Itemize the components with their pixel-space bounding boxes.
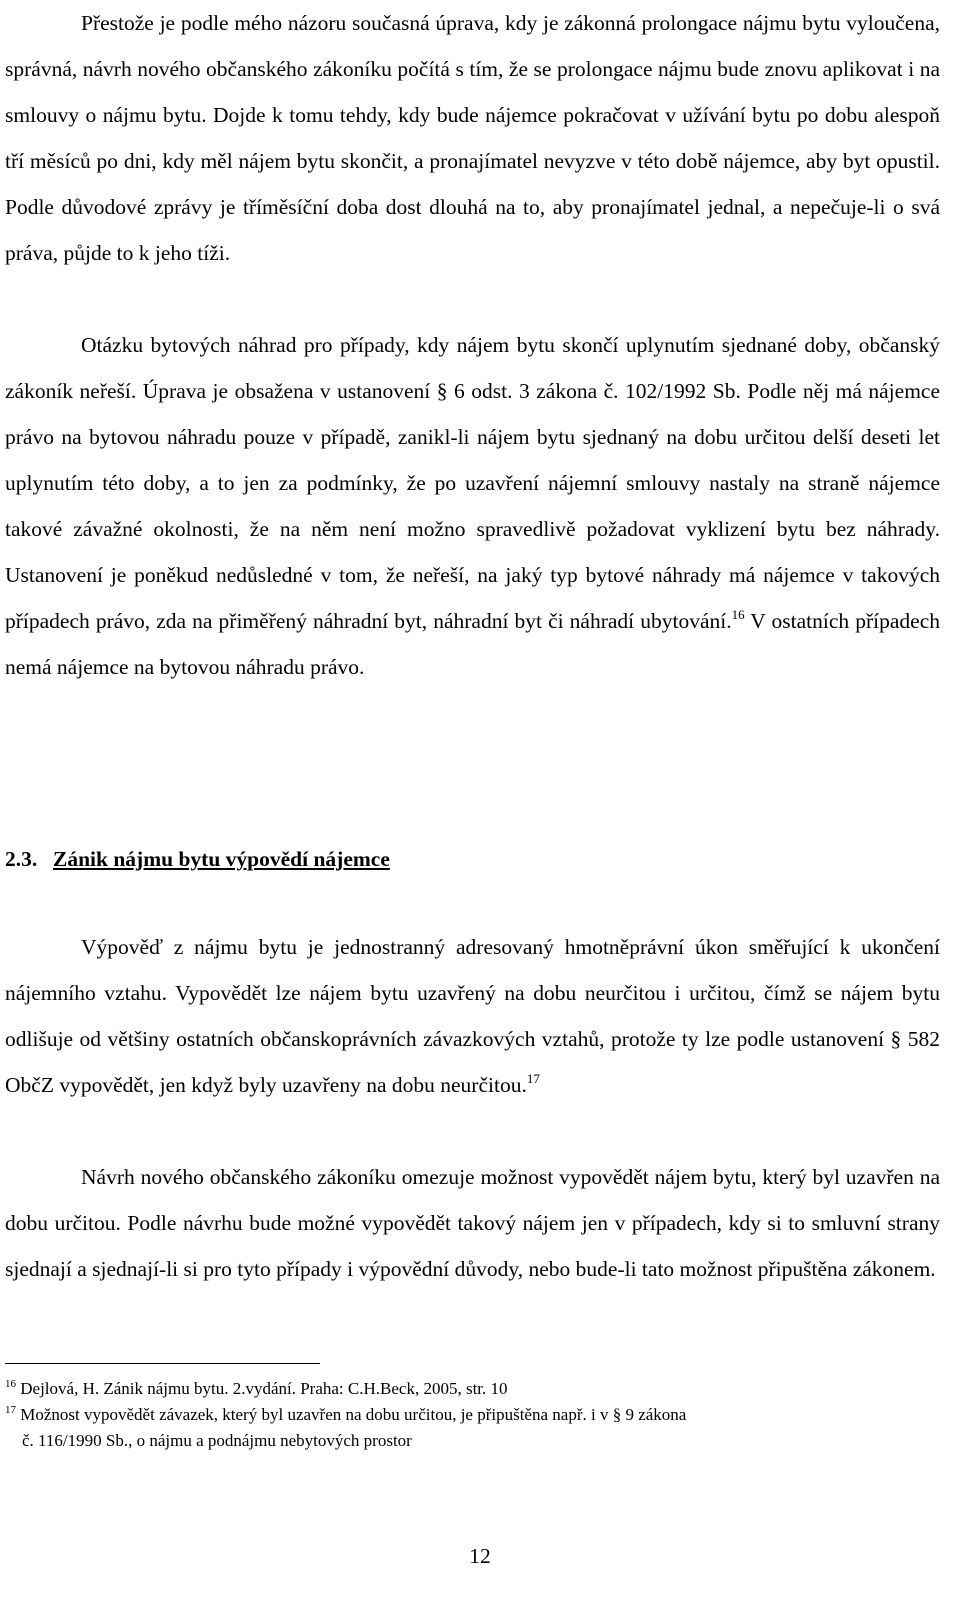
footnote-text: Možnost vypovědět závazek, který byl uzavřen na dobu určitou, je připuštěna např. i v § 9 zákona	[20, 1405, 687, 1424]
footnote-ref-16[interactable]: 16	[731, 607, 745, 622]
paragraph-notice-definition	[5, 924, 940, 1108]
footnote-mark: 16	[5, 1378, 16, 1390]
paragraph-new-civil-code	[5, 1154, 940, 1292]
footnote-text: Dejlová, H. Zánik nájmu bytu. 2.vydání. Praha: C.H.Beck, 2005, str. 10	[20, 1379, 508, 1398]
paragraph-notice-definition-text: Výpověď z nájmu bytu je jednostranný adresovaný hmotněprávní úkon směřující k ukončení nájemního vztahu. Vypovědět lze nájem bytu uzavřený na dobu neurčitou i určitou, čímž se nájem bytu odlišuje od většiny ostatních občanskoprávních závazkových vztahů, protože ty lze podle ustanovení § 582 ObčZ vypovědět, jen když byly uzavřeny na dobu neurčitou.	[5, 935, 940, 1097]
footnote-ref-17[interactable]: 17	[526, 1071, 540, 1086]
paragraph-prolongation-text: Přestože je podle mého názoru současná úprava, kdy je zákonná prolongace nájmu bytu vyloučena, správná, návrh nového občanského zákoníku počítá s tím, že se prolongace nájmu bude znovu aplikovat i na smlouvy o nájmu bytu. Dojde k tomu tehdy, kdy bude nájemce pokračovat v užívání bytu po dobu alespoň tří měsíců po dni, kdy měl nájem bytu skončit, a pronajímatel nevyzve v této době nájemce, aby byt opustil. Podle důvodové zprávy je tříměsíční doba dost dlouhá na to, aby pronajímatel jednal, a nepečuje-li o svá práva, půjde to k jeho tíži.	[5, 11, 940, 265]
section-heading	[5, 844, 390, 874]
footnote-separator	[5, 1363, 320, 1364]
paragraph-housing-compensation-text-end: V ostatních případech nemá nájemce na bytovou náhradu právo.	[5, 609, 940, 679]
paragraph-housing-compensation	[5, 322, 940, 690]
footnote-text-continued: č. 116/1990 Sb., o nájmu a podnájmu nebytových prostor	[22, 1431, 412, 1450]
footnote-16	[5, 1376, 905, 1402]
footnote-17	[5, 1402, 905, 1454]
page-number: 12	[469, 1544, 491, 1568]
section-number: 2.3.	[5, 847, 38, 871]
paragraph-prolongation	[5, 0, 940, 276]
paragraph-new-civil-code-text: Návrh nového občanského zákoníku omezuje možnost vypovědět nájem bytu, který byl uzavřen na dobu určitou. Podle návrhu bude možné vypovědět takový nájem jen v případech, kdy si to smluvní strany sjednají a sjednají-li si pro tyto případy i výpovědní důvody, nebo bude-li tato možnost připuštěna zákonem.	[5, 1165, 940, 1281]
paragraph-housing-compensation-text: Otázku bytových náhrad pro případy, kdy nájem bytu skončí uplynutím sjednané doby, občanský zákoník neřeší. Úprava je obsažena v ustanovení § 6 odst. 3 zákona č. 102/1992 Sb. Podle něj má nájemce právo na bytovou náhradu pouze v případě, zanikl-li nájem bytu sjednaný na dobu určitou delší deseti let uplynutím této doby, a to jen za podmínky, že po uzavření nájemní smlouvy nastaly na straně nájemce takové závažné okolnosti, že na něm není možno spravedlivě požadovat vyklizení bytu bez náhrady. Ustanovení je poněkud nedůsledné v tom, že neřeší, na jaký typ bytové náhrady má nájemce v takových případech právo, zda na přiměřený náhradní byt, náhradní byt či náhradí ubytování.	[5, 333, 940, 633]
footnote-mark: 17	[5, 1404, 16, 1416]
section-title: Zánik nájmu bytu výpovědí nájemce	[53, 847, 390, 871]
